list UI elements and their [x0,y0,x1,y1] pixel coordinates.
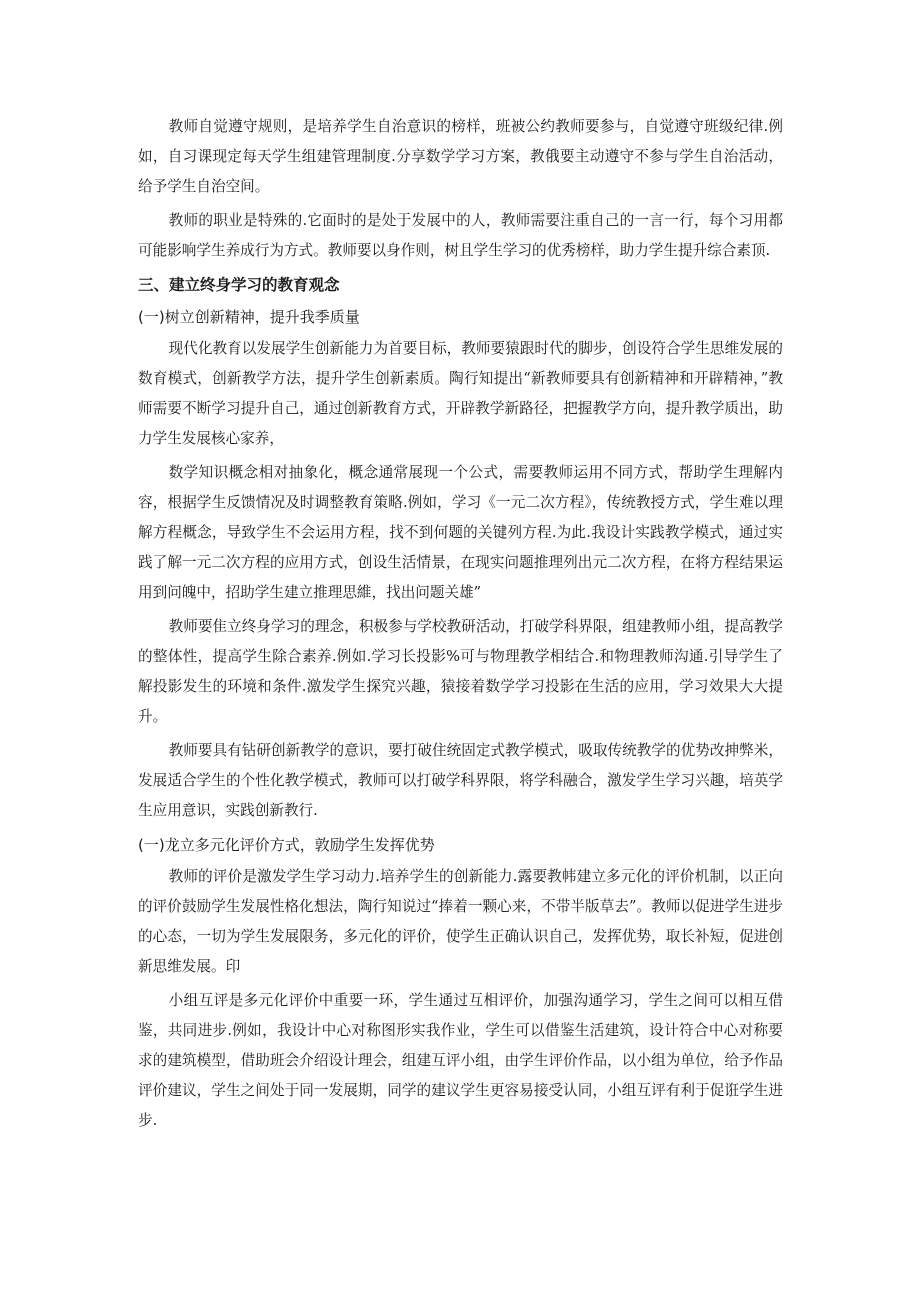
paragraph: 小组互评是多元化评价中重要一环，学生通过互相评价，加强沟通学习，学生之间可以相互借鉴，共同进步.例如，我设计中心对称图形实我作业，学生可以借鉴生活建筑，设计符合中心对称要求的建筑模型，借助班会介绍设计理会，组建互评小组，由学生评价作品，以小组为单位，给予作品评价建议，学生之间处于同一发展期，同学的建议学生更容易接受认同，小组互评有利于促诳学生进步. [138,992,783,1129]
paragraph: 教师要具有钻研创新教学的意识，要打破住统固定式教学模式，吸取传统教学的优势改抻弊米，发展适合学生的个性化教学模式，教师可以打破学科界限，将学科融合，激发学生学习兴趣，培英学生应用意识，实践创新教行. [138,742,783,819]
subsection-heading: (一)树立创新精神，提升我季质量 [138,308,360,326]
paragraph: 现代化教育以发展学生创新能力为首要目标，教师要猿跟时代的脚步，创设符合学生思维发展的数育模式，创新教学方法，提升学生创新素质。陶行知提出“新教师要具有创新精神和开辟精神，”教师需要不断学习提升自己，通过创新教育方式，开辟教学新路径，把握教学方向，提升教学质出，助力学生发展核心家养， [138,340,783,447]
paragraph: 教师自觉遵守规则，是培养学生自治意识的榜样，班被公约教师要参与，自觉遵守班级纪律.例如，自习课现定每天学生组建管理制度.分享数学学习方案，教俄要主动遵守不参与学生自治活动，给予学生自治空间。 [138,118,783,195]
subsection-heading: (一)龙立多元化评价方式，敦励学生发挥优势 [138,836,435,854]
paragraph: 数学知识概念相对抽象化，概念通常展现一个公式，需要教师运用不同方式，帮助学生理解内容，根据学生反馈情况及时调整教育策略.例如，学习《一元二次方程》，传统教授方式，学生难以理解方程概念，导致学生不会运用方程，找不到何题的关键列方程.为此.我设计实践教学模式，通过实践了解一元二次方程的应用方式，创设生活情景，在现实问题推理列出元二次方程，在将方程结果运用到问魄中，招助学生建立推理思維，找出问题关雄” [138,464,783,601]
paragraph: 教师的职业是特殊的.它面时的是处于发展中的人，教师需要注重自己的一言一行，每个习用都可能影响学生养成行为方式。教师要以身作则，树且学生学习的优秀榜样，助力学生提升综合素顶. [138,212,783,259]
document-body [138,112,783,1140]
paragraph: 教师要隹立终身学习的理念，积极参与学校教研活动，打破学科界限，组建教师小组，提高教学的整体性，提高学生除合素养.例如.学习长投影%可与物理教学相结合.和物理教师沟通.引导学生了解投影发生的环境和条件.激发学生探究兴趣，猿接着数学学习投影在生活的应用，学习效果大大提升。 [138,618,783,725]
paragraph: 教师的评价是激发学生学习动力.培养学生的创新能力.露要教帏建立多元化的评价机制，以正向的评价鼓励学生发展性格化想法，陶行知说过“捧着一颗心来，不带半版草去”。教师以促进学生进步的心态，一切为学生发展限务，多元化的评价，使学生正确认识自己，发挥优势，取长补短，促进创新思维发展。印 [138,868,783,975]
section-heading: 三、建立终身学习的教育观念 [138,276,340,294]
